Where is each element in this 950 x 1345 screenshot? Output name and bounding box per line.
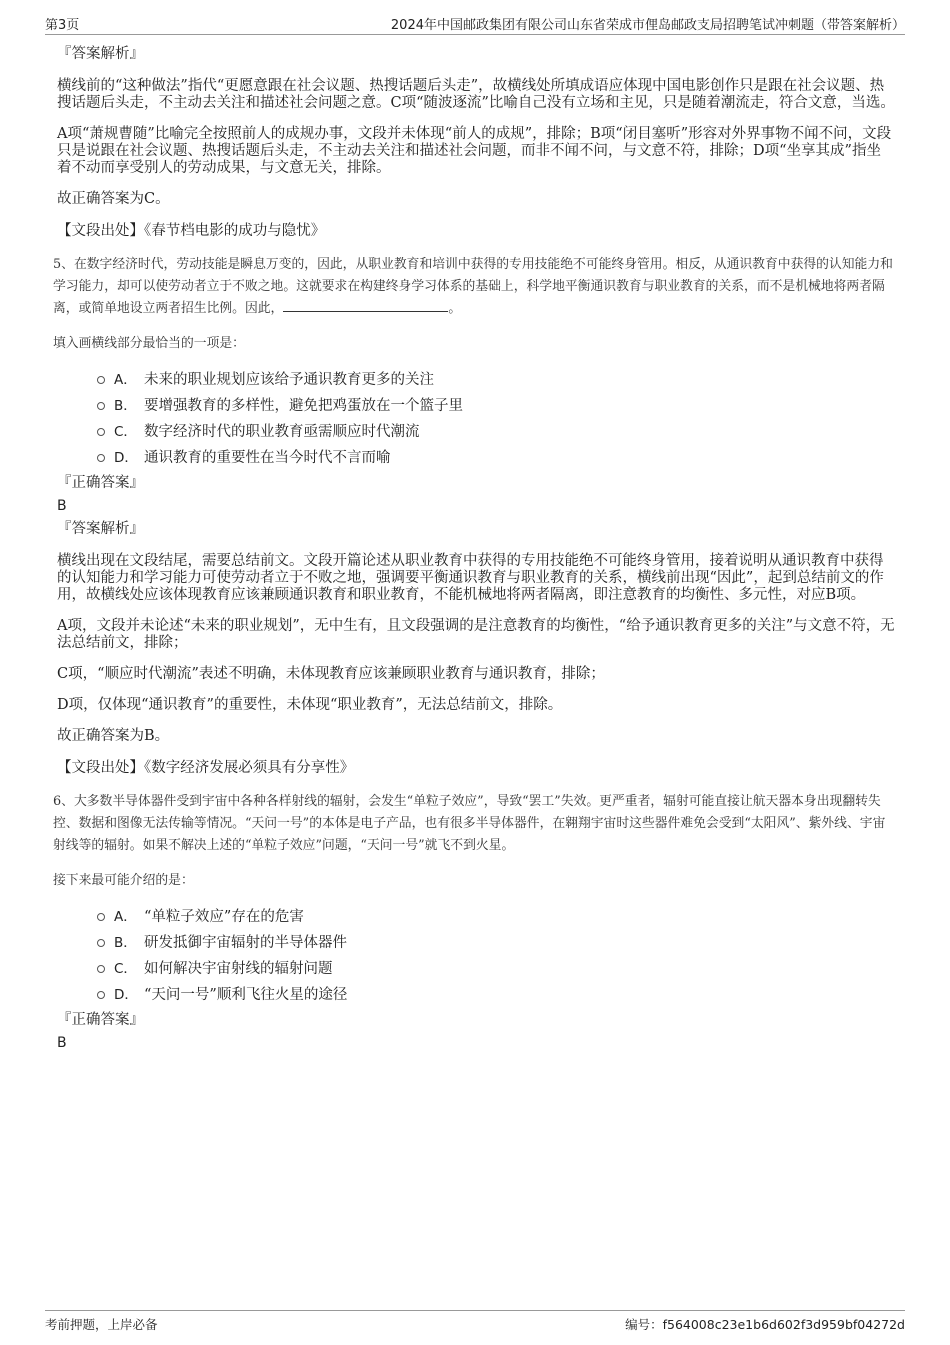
analysis-paragraph: A项，文段并未论述“未来的职业规划”，无中生有，且文段强调的是注意教育的均衡性，“给予通识教育更多的关注”与文意不符，无法总结前文，排除；: [57, 618, 895, 651]
page-footer: [45, 1310, 905, 1335]
analysis-paragraph: 横线出现在文段结尾，需要总结前文。文段开篇论述从职业教育中获得的专用技能绝不可能终身管用，接着说明从通识教育中获得的认知能力和学习能力可使劳动者立于不败之地，强调要平衡通识教育与职业教育的关系，横线前出现“因此”，起到总结前文的作用，故横线处应该体现教育应该兼顾通识教育和职业教育，不能机械地将两者隔离，即注意教育的均衡性、多元性，对应B项。: [57, 553, 884, 603]
option-d[interactable]: D． “天问一号”顺利飞往火星的途径: [97, 980, 895, 1006]
radio-icon[interactable]: [97, 939, 105, 947]
question-6-text: 6、大多数半导体器件受到宇宙中各种各样射线的辐射，会发生“单粒子效应”，导致“罢工”失效。更严重者，辐射可能直接让航天器本身出现翻转失控、数据和图像无法传输等情况。“天问一号”的本体是电子产品，也有很多半导体器件，在翱翔宇宙时这些器件难免会受到“太阳风”、紫外线、宇宙射线等的辐射。如果不解决上述的“单粒子效应”问题，“天问一号”就飞不到火星。: [53, 794, 886, 853]
correct-answer: B: [57, 498, 67, 514]
option-b[interactable]: B． 要增强教育的多样性，避免把鸡蛋放在一个篮子里: [97, 391, 895, 417]
analysis-paragraph: A项“萧规曹随”比喻完全按照前人的成规办事，文段并未体现“前人的成规”，排除；B项“闭目塞听”形容对外界事物不闻不问，文段只是说跟在社会议题、热搜话题后头走，不主动去关注和描述社会问题，而非不闻不问，与文意不符，排除；D项“坐享其成”指坐着不动而享受别人的劳动成果，与文意无关，排除。: [57, 126, 892, 176]
passage-source: 【文段出处】《春节档电影的成功与隐忧》: [57, 223, 326, 239]
option-c[interactable]: C． 如何解决宇宙射线的辐射问题: [97, 954, 895, 980]
analysis-conclusion: 故正确答案为C。: [57, 191, 170, 207]
radio-icon[interactable]: [97, 376, 105, 384]
analysis-label: 『答案解析』: [57, 521, 144, 537]
analysis-paragraph: C项，“顺应时代潮流”表述不明确，未体现教育应该兼顾职业教育与通识教育，排除；: [57, 666, 605, 682]
option-b[interactable]: B． 研发抵御宇宙辐射的半导体器件: [97, 928, 895, 954]
question-6-prompt: 接下来最可能介绍的是：: [53, 873, 194, 888]
radio-icon[interactable]: [97, 913, 105, 921]
fill-blank: [283, 299, 448, 312]
question-5-options: [97, 365, 895, 469]
question-6-options: [97, 902, 895, 1006]
radio-icon[interactable]: [97, 428, 105, 436]
passage-source: 【文段出处】《数字经济发展必须具有分享性》: [57, 760, 355, 776]
analysis-label: 『答案解析』: [57, 46, 144, 62]
analysis-conclusion: 故正确答案为B。: [57, 728, 170, 744]
radio-icon[interactable]: [97, 965, 105, 973]
question-5-prompt: 填入画横线部分最恰当的一项是：: [53, 336, 245, 351]
page-header: [45, 12, 905, 35]
answer-label: 『正确答案』: [57, 1012, 144, 1028]
correct-answer: B: [57, 1035, 67, 1051]
radio-icon[interactable]: [97, 454, 105, 462]
radio-icon[interactable]: [97, 991, 105, 999]
analysis-paragraph: D项，仅体现“通识教育”的重要性，未体现“职业教育”，无法总结前文，排除。: [57, 697, 563, 713]
document-title: 2024年中国邮政集团有限公司山东省荣成市俚岛邮政支局招聘笔试冲刺题（带答案解析）: [390, 18, 905, 33]
footer-slogan: 考前押题，上岸必备: [45, 1317, 158, 1332]
option-d[interactable]: D． 通识教育的重要性在当今时代不言而喻: [97, 443, 895, 469]
document-id: 编号：f564008c23e1b6d602f3d959bf04272d: [625, 1317, 905, 1332]
analysis-paragraph: 横线前的“这种做法”指代“更愿意跟在社会议题、热搜话题后头走”，故横线处所填成语应体现中国电影创作只是跟在社会议题、热搜话题后头走，不主动去关注和描述社会问题之意。C项“随波逐流”比喻自己没有立场和主见，只是随着潮流走，符合文意，当选。: [57, 78, 895, 111]
answer-label: 『正确答案』: [57, 475, 144, 491]
page-content: [53, 40, 895, 1052]
option-a[interactable]: A． “单粒子效应”存在的危害: [97, 902, 895, 928]
option-a[interactable]: A． 未来的职业规划应该给予通识教育更多的关注: [97, 365, 895, 391]
page-number: 第3页: [45, 18, 80, 33]
option-c[interactable]: C． 数字经济时代的职业教育亟需顺应时代潮流: [97, 417, 895, 443]
radio-icon[interactable]: [97, 402, 105, 410]
question-5-text: 5、在数字经济时代，劳动技能是瞬息万变的，因此，从职业教育和培训中获得的专用技能绝不可能终身管用。相反，从通识教育中获得的认知能力和学习能力，却可以使劳动者立于不败之地。这就要求在构建终身学习体系的基础上，科学地平衡通识教育与职业教育的关系，而不是机械地将两者隔离，或简单地设立两者招生比例。因此， 。: [53, 257, 893, 316]
